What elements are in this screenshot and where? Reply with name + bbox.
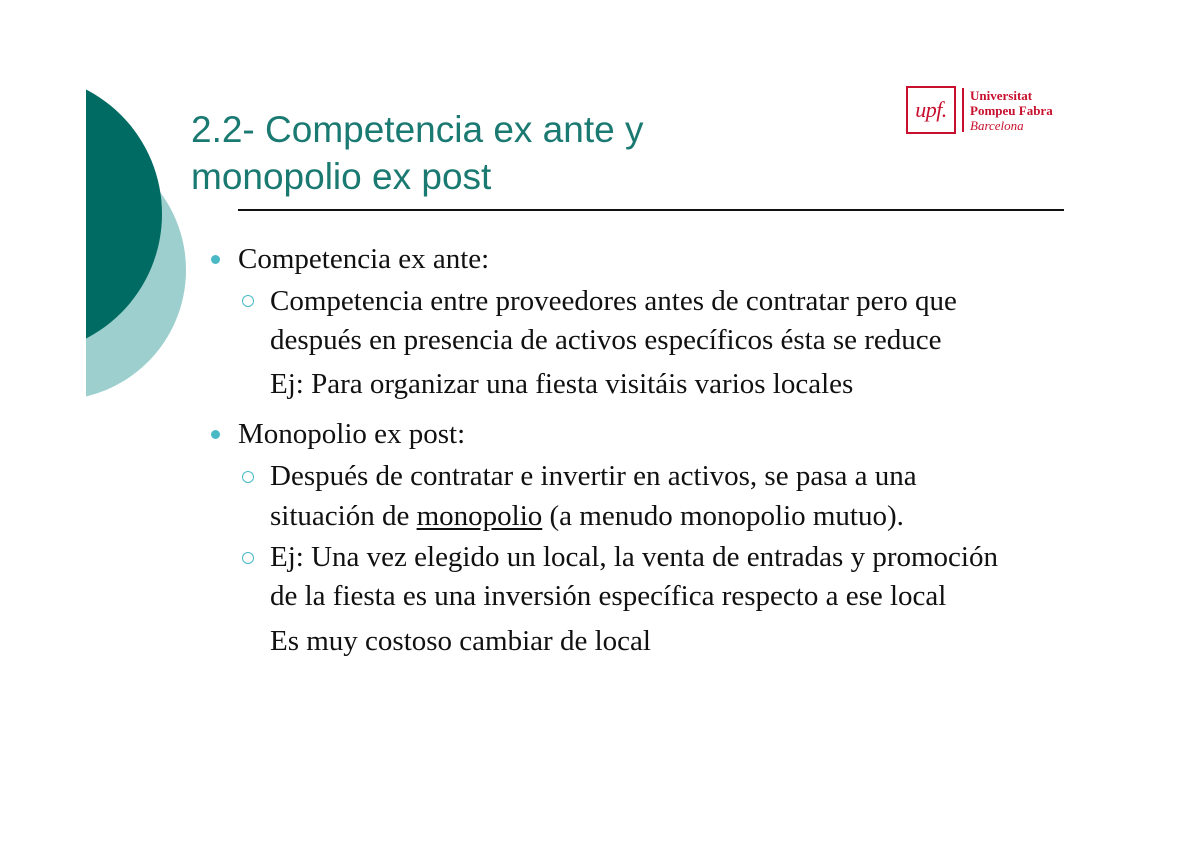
page-title — [191, 106, 751, 200]
sub-bullet-line: Ej: Una vez elegido un local, la venta de entradas y promoción — [270, 541, 998, 573]
bullet-dot — [211, 255, 220, 264]
text-run: situación de — [270, 500, 417, 532]
logo-line-1: Universitat — [970, 87, 1033, 103]
title-line-2: monopolio ex post — [191, 156, 492, 197]
underlined-term: monopolio — [416, 500, 543, 532]
logo-line-2: Pompeu Fabra — [970, 102, 1053, 118]
decorative-circles — [0, 0, 200, 460]
sub-bullet-line: Después de contratar e invertir en activos, se pasa a una — [270, 460, 917, 492]
sub-bullet-line: Ej: Para organizar una fiesta visitáis varios locales — [270, 368, 854, 400]
upf-logo — [906, 84, 1053, 136]
bullet-monopolio-ex-post: Monopolio ex post: — [238, 418, 466, 450]
sub-bullet-ring — [242, 552, 254, 564]
sub-bullet-line: después en presencia de activos específicos ésta se reduce — [270, 324, 942, 356]
upf-logo-text — [970, 88, 1053, 133]
bullet-dot — [211, 430, 220, 439]
logo-divider — [962, 88, 964, 132]
sub-bullet-line: Es muy costoso cambiar de local — [270, 625, 651, 657]
sub-bullet-ring — [242, 471, 254, 483]
logo-line-3: Barcelona — [970, 117, 1024, 133]
sub-bullet-line — [270, 496, 904, 536]
upf-logo-mark: upf. — [906, 86, 956, 134]
sub-bullet-line: Competencia entre proveedores antes de contratar pero que — [270, 285, 957, 317]
sub-bullet-line: de la fiesta es una inversión específica respecto a ese local — [270, 580, 947, 612]
title-line-1: 2.2- Competencia ex ante y — [191, 109, 644, 150]
title-divider — [238, 209, 1064, 211]
bullet-competencia-ex-ante: Competencia ex ante: — [238, 243, 490, 275]
text-run: (a menudo monopolio mutuo). — [542, 500, 904, 532]
sub-bullet-ring — [242, 295, 254, 307]
